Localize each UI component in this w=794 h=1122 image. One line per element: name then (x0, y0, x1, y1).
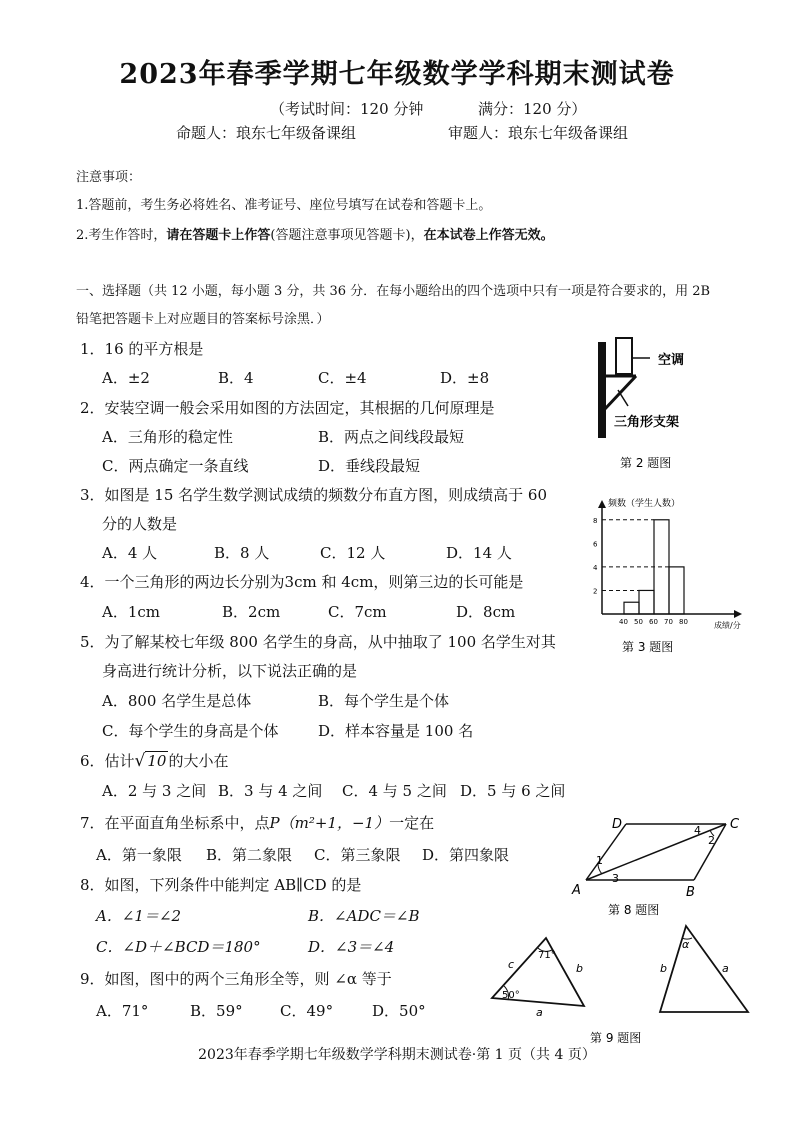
exam-time: （考试时间：120 分钟 (270, 100, 424, 118)
q5-option-d: D．样本容量是 100 名 (318, 722, 474, 740)
vertex-c: C (730, 817, 740, 832)
q6-stem: 6．估计√ 10 的大小在 (80, 751, 229, 771)
figure-8-caption: 第 8 题图 (608, 903, 660, 917)
bar-50-60 (639, 590, 654, 614)
q2-option-a: A．三角形的稳定性 (102, 428, 233, 446)
t1-side-b: b (576, 962, 583, 975)
q8-stem: 8．如图，下列条件中能判定 AB∥CD 的是 (80, 876, 362, 894)
page-title: 2023年春季学期七年级数学学科期末测试卷 (119, 59, 675, 90)
q6-option-d: D．5 与 6 之间 (460, 782, 566, 800)
q2-stem: 2．安装空调一般会采用如图的方法固定，其根据的几何原理是 (80, 399, 495, 417)
label-bracket: 三角形支架 (614, 415, 680, 430)
q7-stem: 7．在平面直角坐标系中，点P（m²+1，−1）一定在 (80, 814, 435, 832)
author: 命题人：琅东七年级备课组 (176, 124, 357, 142)
q4-stem: 4．一个三角形的两边长分别为3cm 和 4cm，则第三边的长可能是 (80, 573, 524, 591)
t1-angle-50: 50° (502, 990, 520, 1001)
q3-option-d: D．14 人 (446, 544, 512, 562)
q4-option-d: D．8cm (456, 603, 516, 621)
q2-option-d: D．垂线段最短 (318, 457, 421, 475)
q5-option-c: C．每个学生的身高是个体 (102, 722, 279, 740)
q3-option-c: C．12 人 (320, 544, 386, 562)
vertex-a: A (572, 883, 581, 898)
q9-option-a: A．71° (96, 1002, 149, 1020)
page-footer: 2023年春季学期七年级数学学科期末测试卷·第 1 页（共 4 页） (198, 1047, 596, 1063)
vertex-d: D (612, 817, 623, 832)
reviewer: 审题人：琅东七年级备课组 (448, 124, 629, 142)
q1-option-c: C．±4 (318, 369, 367, 387)
q5-option-b: B．每个学生是个体 (318, 692, 450, 710)
q3-stem: 3．如图是 15 名学生数学测试成绩的频数分布直方图，则成绩高于 60 (80, 486, 548, 504)
q6-option-c: C．4 与 5 之间 (342, 782, 447, 800)
q7-option-b: B．第二象限 (206, 846, 293, 864)
q8-option-c: C．∠D＋∠BCD＝180° (96, 938, 261, 956)
angle-3-label: 3 (612, 872, 619, 885)
wall (598, 342, 606, 438)
section-1-instructions-2: 铅笔把答题卡上对应题目的答案标号涂黑．） (76, 312, 330, 327)
x-tick-50: 50 (634, 618, 643, 626)
q8-option-a: A．∠1＝∠2 (96, 907, 182, 925)
q4-option-b: B．2cm (222, 603, 281, 621)
x-tick-80: 80 (679, 618, 688, 626)
angle-4-label: 4 (694, 824, 701, 837)
exam-score: 满分：120 分） (478, 100, 587, 118)
bar-40-50 (624, 602, 639, 614)
t2-angle-alpha: α (682, 938, 690, 951)
q6-option-a: A．2 与 3 之间 (102, 782, 207, 800)
q8-option-d: D．∠3＝∠4 (308, 938, 395, 956)
figure-2-caption: 第 2 题图 (620, 456, 672, 470)
t2-side-a: a (722, 962, 729, 975)
q4-option-a: A．1cm (102, 603, 161, 621)
y-tick-8: 8 (593, 516, 598, 525)
angle-2-label: 2 (708, 834, 715, 847)
q1-option-b: B．4 (218, 369, 254, 387)
y-tick-4: 4 (593, 563, 598, 572)
q7-option-c: C．第三象限 (314, 846, 401, 864)
figure-2-air-conditioner (588, 334, 708, 474)
q9-option-b: B．59° (190, 1002, 243, 1020)
q3-option-b: B．8 人 (214, 544, 270, 562)
label-ac: 空调 (658, 353, 685, 368)
x-tick-70: 70 (664, 618, 673, 626)
y-axis-arrow (598, 500, 606, 508)
q9-option-d: D．50° (372, 1002, 426, 1020)
q7-option-a: A．第一象限 (96, 846, 182, 864)
q3-option-a: A．4 人 (102, 544, 158, 562)
bar-70-80 (669, 567, 684, 614)
figure-8-quadrilateral (566, 812, 756, 922)
figure-9-caption: 第 9 题图 (590, 1031, 642, 1045)
bracket-pointer (618, 390, 628, 406)
x-tick-60: 60 (649, 618, 658, 626)
t1-angle-71: 71° (538, 950, 556, 961)
diagonal-ac (586, 824, 726, 880)
triangle-2 (660, 926, 748, 1012)
x-axis-arrow (734, 610, 742, 618)
q7-option-d: D．第四象限 (422, 846, 510, 864)
angle-1-label: 1 (596, 854, 603, 867)
q2-option-b: B．两点之间线段最短 (318, 428, 465, 446)
q1-option-a: A．±2 (102, 369, 150, 387)
section-1-instructions: 一、选择题（共 12 小题，每小题 3 分，共 36 分．在每小题给出的四个选项中只有一项是符合要求的，用 2B (76, 284, 711, 299)
figure-3-histogram (586, 494, 746, 660)
vertex-b: B (686, 885, 695, 900)
figure-9-triangles (486, 924, 756, 1048)
q4-option-c: C．7cm (328, 603, 387, 621)
q3-stem-2: 分的人数是 (102, 515, 178, 533)
figure-3-caption: 第 3 题图 (622, 640, 674, 654)
q7-point: P（m²+1，−1） (269, 814, 390, 832)
x-axis-label: 成绩/分 (714, 621, 741, 630)
y-tick-6: 6 (593, 540, 598, 549)
q9-stem: 9．如图，图中的两个三角形全等，则 ∠α 等于 (80, 970, 392, 988)
air-conditioner-unit (616, 338, 632, 374)
t2-side-b: b (660, 962, 667, 975)
q2-option-c: C．两点确定一条直线 (102, 457, 249, 475)
q1-stem: 1．16 的平方根是 (80, 340, 204, 358)
q5-stem-2: 身高进行统计分析，以下说法正确的是 (102, 662, 358, 680)
notice-item-2: 2.考生作答时，请在答题卡上作答(答题注意事项见答题卡)，在本试卷上作答无效。 (76, 228, 554, 243)
t1-side-a: a (536, 1006, 543, 1019)
y-axis-label: 频数（学生人数） (608, 499, 681, 509)
notice-heading: 注意事项： (76, 170, 142, 185)
notice-item-1: 1.答题前，考生务必将姓名、准考证号、座位号填写在试卷和答题卡上。 (76, 198, 492, 213)
t1-side-c: c (508, 958, 515, 971)
q8-option-b: B．∠ADC＝∠B (308, 907, 420, 925)
q6-option-b: B．3 与 4 之间 (218, 782, 323, 800)
q1-option-d: D．±8 (440, 369, 490, 387)
x-tick-40: 40 (619, 618, 628, 626)
y-tick-2: 2 (593, 587, 598, 596)
q5-option-a: A．800 名学生是总体 (102, 692, 252, 710)
q9-option-c: C．49° (280, 1002, 334, 1020)
q6-radicand: 10 (147, 752, 167, 770)
q5-stem: 5．为了解某校七年级 800 名学生的身高，从中抽取了 100 名学生对其 (80, 633, 556, 651)
